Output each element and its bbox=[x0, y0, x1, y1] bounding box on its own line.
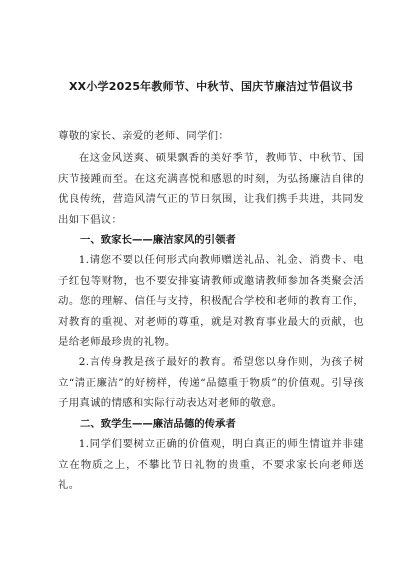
students-item-1: 1.同学们要树立正确的价值观，明白真正的师生情谊并非建立在物质之上，不攀比节日礼物的贵重，不要求家长向老师送礼。 bbox=[58, 438, 364, 491]
section-heading-students: 二、致学生——廉洁品德的传承者 bbox=[80, 417, 236, 430]
parents-item-2: 2.言传身教是孩子最好的教育。希望您以身作则，为孩子树立“清正廉洁”的好榜样，传递“品德重于物质”的价值观。引导孩子用真诚的情感和实际行动表达对老师的敬意。 bbox=[58, 356, 364, 410]
section-heading-parents: 一、致家长——廉洁家风的引领者 bbox=[80, 234, 236, 247]
document-title: XX小学2025年教师节、中秋节、国庆节廉洁过节倡议书 bbox=[69, 80, 353, 93]
intro-paragraph: 在这金风送爽、硕果飘香的美好季节，教师节、中秋节、国庆节接踵而至。在这充满喜悦和感恩的时刻，为弘扬廉洁自律的优良传统，营造风清气正的节日氛围，让我们携手共进，共同发出如下倡议： bbox=[58, 152, 364, 226]
parents-item-1: 1.请您不要以任何形式向教师赠送礼品、礼金、消费卡、电子红包等财物，也不要安排宴请教师或邀请教师参加各类聚会活动。您的理解、信任与支持，积极配合学校和老师的教育工作，对教育的重视、对老师的尊重，就是对教育事业最大的贡献，也是给老师最珍贵的礼物。 bbox=[58, 254, 364, 349]
greeting: 尊敬的家长、亲爱的老师、同学们： bbox=[58, 130, 230, 142]
